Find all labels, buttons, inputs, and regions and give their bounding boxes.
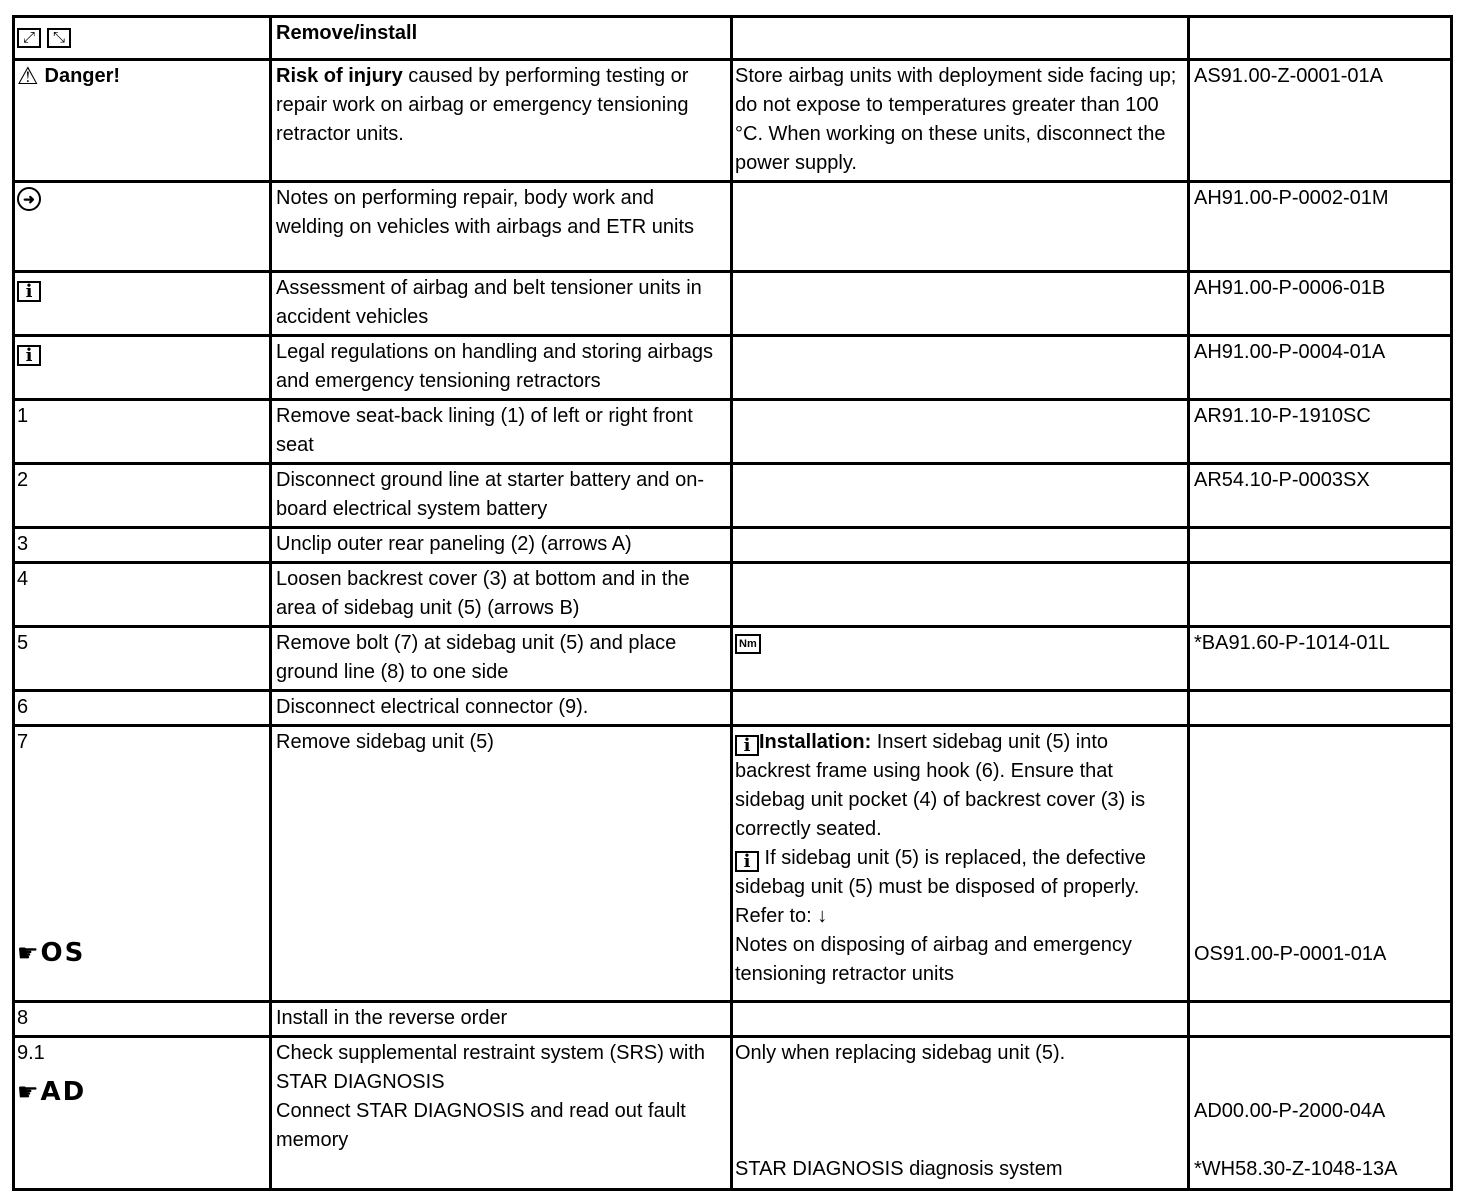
page-title: Remove/install bbox=[271, 17, 732, 60]
header-icons bbox=[14, 17, 271, 60]
step-text: Install in the reverse order bbox=[271, 1002, 732, 1037]
step-text: Disconnect ground line at starter battery and on-board electrical system battery bbox=[271, 464, 732, 528]
step-ref-link[interactable]: AD00.00-P-2000-04A bbox=[1194, 1100, 1386, 1122]
step-number: 9.1 bbox=[17, 1042, 45, 1064]
step-ref-link[interactable]: AR91.10-P-1910SC bbox=[1189, 400, 1452, 464]
pointing-hand-icon: ☛ bbox=[17, 1078, 41, 1106]
ad-reference bbox=[17, 1078, 265, 1107]
installation-label: Installation: bbox=[759, 731, 872, 753]
info-ref-link[interactable]: AH91.00-P-0002-01M bbox=[1189, 182, 1452, 272]
info-row bbox=[14, 182, 1452, 272]
step-number: 7 bbox=[17, 731, 29, 753]
step-ref-link[interactable]: *BA91.60-P-1014-01L bbox=[1189, 627, 1452, 691]
step-text: Loosen backrest cover (3) at bottom and in the area of sidebag unit (5) (arrows B) bbox=[271, 563, 732, 627]
step-row bbox=[14, 464, 1452, 528]
warning-icon: ⚠ bbox=[17, 63, 39, 90]
zoom-out-icon[interactable]: ⤡ bbox=[47, 28, 71, 48]
step-ref-link[interactable]: AR54.10-P-0003SX bbox=[1189, 464, 1452, 528]
risk-heading: Risk of injury bbox=[276, 65, 403, 87]
step-row bbox=[14, 627, 1452, 691]
step-number: 1 bbox=[14, 400, 271, 464]
dispose-text: Notes on disposing of airbag and emergency tensioning retractor units bbox=[735, 934, 1132, 985]
step-row bbox=[14, 691, 1452, 726]
os-reference bbox=[17, 939, 85, 968]
zoom-in-icon[interactable]: ⤢ bbox=[17, 28, 41, 48]
ad-label: AD bbox=[40, 1077, 87, 1107]
step-note: STAR DIAGNOSIS diagnosis system bbox=[735, 1158, 1063, 1180]
danger-note: Store airbag units with deployment side facing up; do not expose to temperatures greater than 100 °C. When working on these units, disconnect the power supply. bbox=[732, 60, 1189, 182]
info-icon: i bbox=[735, 735, 759, 756]
step-ref-link[interactable]: *WH58.30-Z-1048-13A bbox=[1194, 1158, 1398, 1180]
info-text: Assessment of airbag and belt tensioner units in accident vehicles bbox=[271, 272, 732, 336]
installation-text: Insert sidebag unit (5) into backrest frame using hook (6). Ensure that sidebag unit pocket (4) of backrest cover (3) is correctly seated. bbox=[735, 731, 1146, 840]
info-row bbox=[14, 336, 1452, 400]
risk-text: caused by performing testing or repair work on airbag or emergency tensioning retractor units. bbox=[276, 65, 689, 145]
info-icon: i bbox=[17, 345, 41, 366]
step-text: Connect STAR DIAGNOSIS and read out fault memory bbox=[276, 1100, 686, 1151]
step-row bbox=[14, 400, 1452, 464]
step-row bbox=[14, 1037, 1452, 1190]
step-text: Remove seat-back lining (1) of left or right front seat bbox=[271, 400, 732, 464]
danger-ref-link[interactable]: AS91.00-Z-0001-01A bbox=[1189, 60, 1452, 182]
step-number: 5 bbox=[14, 627, 271, 691]
step-number: 8 bbox=[14, 1002, 271, 1037]
step-row bbox=[14, 726, 1452, 1002]
torque-nm-icon[interactable]: Nm bbox=[735, 634, 761, 654]
step-ref-link[interactable]: OS91.00-P-0001-01A bbox=[1194, 943, 1387, 965]
step-text: Remove bolt (7) at sidebag unit (5) and place ground line (8) to one side bbox=[271, 627, 732, 691]
danger-label: Danger! bbox=[44, 65, 121, 87]
os-label: OS bbox=[40, 938, 86, 968]
pointer-circle-icon: ➜ bbox=[17, 187, 41, 211]
info-row bbox=[14, 272, 1452, 336]
replace-text: If sidebag unit (5) is replaced, the defective sidebag unit (5) must be disposed of properly. Refer to: ↓ bbox=[735, 847, 1146, 927]
step-row bbox=[14, 528, 1452, 563]
step-text: Check supplemental restraint system (SRS) with STAR DIAGNOSIS bbox=[276, 1042, 706, 1093]
info-text: Notes on performing repair, body work and welding on vehicles with airbags and ETR units bbox=[271, 182, 732, 272]
info-text: Legal regulations on handling and storing airbags and emergency tensioning retractors bbox=[271, 336, 732, 400]
step-text: Unclip outer rear paneling (2) (arrows A) bbox=[271, 528, 732, 563]
info-ref-link[interactable]: AH91.00-P-0006-01B bbox=[1189, 272, 1452, 336]
info-icon: i bbox=[735, 851, 759, 872]
step-row bbox=[14, 563, 1452, 627]
step-number: 3 bbox=[14, 528, 271, 563]
pointing-hand-icon: ☛ bbox=[17, 939, 41, 967]
danger-row bbox=[14, 60, 1452, 182]
step-text: Remove sidebag unit (5) bbox=[271, 726, 732, 1002]
step-number: 2 bbox=[14, 464, 271, 528]
step-number: 4 bbox=[14, 563, 271, 627]
info-ref-link[interactable]: AH91.00-P-0004-01A bbox=[1189, 336, 1452, 400]
step-row bbox=[14, 1002, 1452, 1037]
step-text: Disconnect electrical connector (9). bbox=[271, 691, 732, 726]
procedure-table bbox=[12, 15, 1453, 1191]
header-row bbox=[14, 17, 1452, 60]
info-icon: i bbox=[17, 281, 41, 302]
step-number: 6 bbox=[14, 691, 271, 726]
step-note: Only when replacing sidebag unit (5). bbox=[735, 1042, 1066, 1064]
